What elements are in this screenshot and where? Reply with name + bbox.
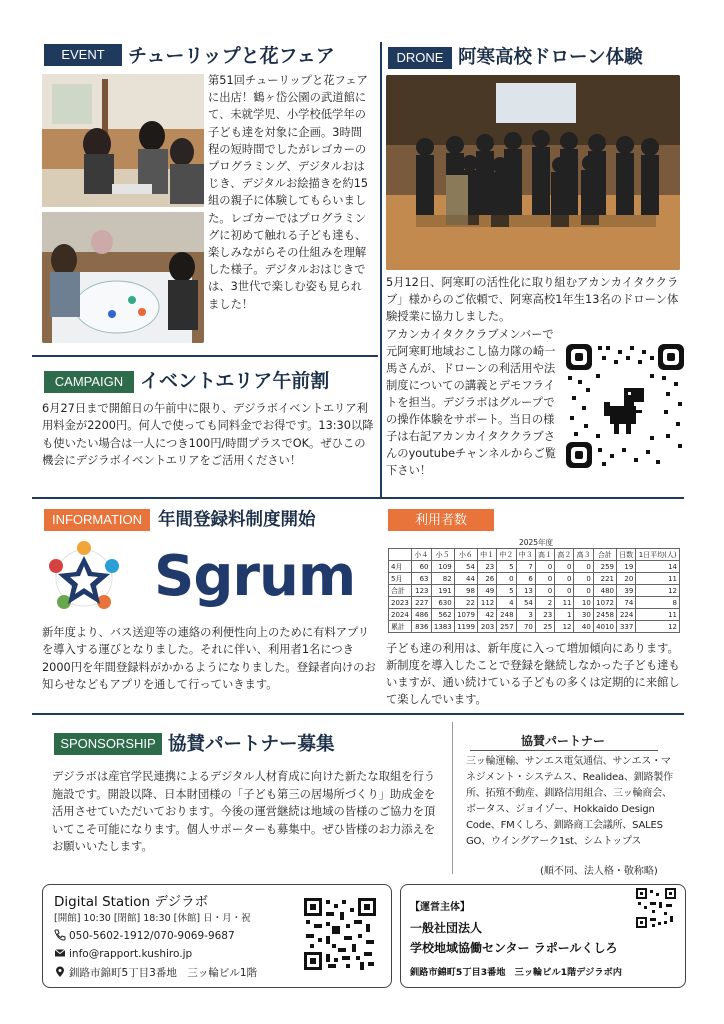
users-table-cell: 3	[516, 609, 535, 621]
users-table-cell: 7	[516, 561, 535, 573]
users-table-cell: 836	[412, 621, 431, 633]
users-table-cell: 0	[535, 585, 554, 597]
partners-title-underline	[470, 750, 658, 751]
location-pin-icon	[54, 966, 66, 978]
footer-email: info@rapport.kushiro.jp	[69, 948, 193, 960]
sgrum-wordmark: Sgrum	[154, 544, 356, 609]
users-table-row	[389, 597, 680, 609]
users-table-cell: 19	[617, 561, 636, 573]
information-title: 年間登録料制度開始	[158, 510, 316, 530]
users-table-cell: 14	[636, 561, 680, 573]
users-table-cell: 4	[497, 597, 516, 609]
users-table-row	[389, 573, 680, 585]
users-table-cell: 10	[574, 597, 593, 609]
users-table-header-cell: 中３	[516, 549, 535, 561]
users-table-cell: 11	[555, 597, 574, 609]
users-table-cell: 1383	[431, 621, 454, 633]
users-table-cell: 109	[431, 561, 454, 573]
users-table-cell: 累計	[389, 621, 412, 633]
middle-divider	[32, 497, 684, 499]
users-table-cell: 2024	[389, 609, 412, 621]
users-table-cell: 562	[431, 609, 454, 621]
users-table-cell: 0	[535, 573, 554, 585]
sgrum-mark-icon	[49, 541, 119, 609]
users-table-cell: 248	[497, 609, 516, 621]
users-table-cell: 39	[617, 585, 636, 597]
partners-title: 協賛パートナー	[520, 734, 605, 748]
footer-phone: 050-5602-1912/070-9069-9687	[69, 930, 235, 942]
users-table-cell: 8	[636, 597, 680, 609]
users-table-cell: 0	[555, 585, 574, 597]
users-table-header-cell: 合計	[593, 549, 616, 561]
users-table-cell: 257	[497, 621, 516, 633]
users-table-header-cell	[389, 549, 412, 561]
users-table-cell: 22	[454, 597, 477, 609]
users-table-header-cell: 高３	[574, 549, 593, 561]
users-table-header-cell: 1日平均(人)	[636, 549, 680, 561]
users-table-cell: 259	[593, 561, 616, 573]
partners-left-divider	[452, 722, 453, 874]
users-table-cell: 1	[555, 609, 574, 621]
footer-name: Digital Station デジラボ	[54, 894, 209, 910]
users-table-cell: 0	[555, 573, 574, 585]
campaign-body: 6月27日まで開館日の午前中に限り、デジラボイベントエリア利用料金が2200円。何人で使っても同料金でお得です。13:30以降も使いたい場合は一人につき100円/時間プラスでOK。ぜひこの機会にデジラボイベントエリアをご活用ください！	[42, 402, 374, 468]
footer-address-row	[54, 965, 257, 980]
users-table-cell: 486	[412, 609, 431, 621]
org-line-1: 一般社団法人	[410, 921, 483, 935]
sgrum-logo	[42, 538, 372, 620]
phone-icon	[54, 929, 66, 941]
users-table-header-row	[389, 549, 680, 561]
users-table	[388, 548, 680, 633]
users-table-header-cell: 日数	[617, 549, 636, 561]
users-table-cell: 98	[454, 585, 477, 597]
users-table-cell: 0	[574, 585, 593, 597]
drone-body-1: 5月12日、阿寒町の活性化に取り組むアカンカイタククラブ」様からのご依頼で、阿寒高校1年生13名のドローン体験授業に協力しました。	[386, 276, 679, 323]
users-table-header-cell: 中１	[477, 549, 496, 561]
footer-email-row[interactable]	[54, 947, 192, 960]
users-table-cell: 12	[636, 621, 680, 633]
users-table-cell: 23	[477, 561, 496, 573]
users-table-cell: 123	[412, 585, 431, 597]
event-body: 第51回チューリップと花フェアに出店！鶴ヶ岱公園の武道館にて、未就学児、小学校低学年の子ども達を対象に企画。3時間程の短時間でしたがレゴカーのプログラミング、デジタルおはじき、デジタルお絵描きを約15組の親子に体験してもらいました。レゴカーではプログラミングに初めて触れる子ども達も、楽しみながらその仕組みを理解した様子。デジタルおはじきでは、3世代で楽しむ姿も見られました！	[208, 74, 369, 311]
users-table-cell: 0	[497, 573, 516, 585]
org-label: 【運営主体】	[410, 902, 470, 913]
sponsorship-body: デジラボは産官学民連携によるデジタル人材育成に向けた新たな取組を行う施設です。開設以降、日本財団様の「子ども第三の居場所づくり」助成金を活用させていただいております。今後の運営継続は地域の皆様のご協力を頂いてこそ可能になります。個人サポーターも募集中。ぜひ皆様のお力添えをお願いいたします。	[52, 770, 436, 853]
users-table-row	[389, 561, 680, 573]
users-table-cell: 12	[555, 621, 574, 633]
users-table-cell: 1079	[454, 609, 477, 621]
users-table-cell: 191	[431, 585, 454, 597]
users-table-header-cell: 小５	[431, 549, 454, 561]
event-photo-2	[42, 212, 204, 343]
users-table-cell: 4010	[593, 621, 616, 633]
footer-qr-code[interactable]	[304, 898, 376, 970]
users-table-cell: 5月	[389, 573, 412, 585]
event-title: チューリップと花フェア	[128, 45, 335, 67]
mail-icon	[54, 947, 66, 959]
users-table-cell: 2	[535, 597, 554, 609]
users-body: 子ども達の利用は、新年度に入って増加傾向にあります。新制度を導入したことで登録を継続しなかった子ども達もいますが、通い続けている子どもの多くは定期的に来館して楽しんでいます。	[386, 642, 680, 706]
users-table-cell: 60	[412, 561, 431, 573]
users-table-cell: 54	[454, 561, 477, 573]
users-table-cell: 25	[535, 621, 554, 633]
users-table-cell: 480	[593, 585, 616, 597]
users-table-cell: 40	[574, 621, 593, 633]
drone-photo	[386, 75, 680, 270]
users-table-header-cell: 高２	[555, 549, 574, 561]
org-line-2: 学校地域協働センター ラポールくしろ	[410, 941, 618, 955]
users-table-cell: 224	[617, 609, 636, 621]
users-table-cell: 11	[636, 573, 680, 585]
users-table-cell: 70	[516, 621, 535, 633]
lower-divider	[32, 713, 684, 715]
event-bottom-divider	[32, 355, 378, 357]
footer-hours: [開館] 10:30 [閉館] 18:30 [休館] 日・月・祝	[54, 913, 251, 924]
footer-phone-row[interactable]	[54, 929, 235, 942]
users-table-cell: 112	[477, 597, 496, 609]
users-table-cell: 49	[477, 585, 496, 597]
users-table-cell: 227	[412, 597, 431, 609]
sponsorship-title: 協賛パートナー募集	[168, 734, 335, 755]
users-table-cell: 13	[516, 585, 535, 597]
users-table-cell: 5	[497, 561, 516, 573]
information-body: 新年度より、バス送迎等の連絡の利便性向上のために有料アプリを導入する運びとなりました。それに伴い、利用者1名につき2000円を年間登録料がかかるようになりました。登録者向けのお知らせなどもアプリを通して行っていきます。	[42, 626, 376, 692]
campaign-tag: CAMPAIGN	[44, 371, 134, 393]
users-table-cell: 203	[477, 621, 496, 633]
event-tag: EVENT	[44, 44, 122, 66]
users-table-cell: 44	[454, 573, 477, 585]
drone-title: 阿寒高校ドローン体験	[458, 47, 643, 68]
users-table-header-cell: 小４	[412, 549, 431, 561]
partners-note: (順不同、法人格・敬称略)	[540, 866, 658, 877]
users-table-cell: 337	[617, 621, 636, 633]
users-table-cell: 30	[574, 609, 593, 621]
drone-body-2: アカンカイタククラブメンバーで元阿寒町地域おこし協力隊の崎一馬さんが、ドローンの利活用や法制度についての講義とデモフライトを担当。デジラボはグループでの操作体験をサポート。当日の様子は右記アカンカイタククラブさんのyoutubeチャンネルからご覧下さい！	[386, 328, 557, 477]
users-table-cell: 5	[497, 585, 516, 597]
users-table-cell: 2458	[593, 609, 616, 621]
users-table-cell: 0	[574, 573, 593, 585]
users-table-cell: 63	[412, 573, 431, 585]
partners-body: 三ッ輪運輸、サンエス電気通信、サンエス・マネジメント・システムス、Realidea、釧路製作所、拓殖不動産、釧路信用組合、三ッ輪商会、ボータス、ジョイゾー、Hokkaido Design Code、FMくしろ、釧路商工会議所、SALES GO、ウイングアーク1st、シムトップス	[466, 756, 673, 847]
users-table-cell: 1072	[593, 597, 616, 609]
event-photo-1	[42, 74, 204, 207]
information-tag: INFORMATION	[44, 509, 150, 531]
drone-tag: DRONE	[388, 47, 452, 69]
users-table-cell: 82	[431, 573, 454, 585]
users-table-cell: 630	[431, 597, 454, 609]
users-table-cell: 12	[636, 585, 680, 597]
campaign-title: イベントエリア午前割	[140, 370, 330, 392]
center-vertical-divider	[380, 42, 382, 497]
users-table-row	[389, 585, 680, 597]
users-table-cell: 0	[574, 561, 593, 573]
users-table-cell: 6	[516, 573, 535, 585]
users-table-cell: 2023	[389, 597, 412, 609]
youtube-qr-code[interactable]	[566, 344, 684, 468]
users-table-cell: 26	[477, 573, 496, 585]
users-table-cell: 11	[636, 609, 680, 621]
users-table-cell: 221	[593, 573, 616, 585]
users-table-cell: 0	[535, 561, 554, 573]
users-table-wrap	[388, 538, 684, 633]
users-table-cell: 23	[535, 609, 554, 621]
users-table-cell: 合計	[389, 585, 412, 597]
users-table-title: 2025年度	[518, 538, 554, 547]
users-table-cell: 20	[617, 573, 636, 585]
users-table-cell: 74	[617, 597, 636, 609]
users-tag: 利用者数	[388, 509, 494, 531]
users-table-row	[389, 621, 680, 633]
users-table-cell: 1199	[454, 621, 477, 633]
users-table-cell: 4月	[389, 561, 412, 573]
users-table-header-cell: 小６	[454, 549, 477, 561]
org-qr-code[interactable]	[636, 888, 676, 928]
users-table-cell: 54	[516, 597, 535, 609]
users-table-cell: 0	[555, 561, 574, 573]
org-address: 釧路市錦町5丁目3番地 三ッ輪ビル1階デジラボ内	[410, 967, 622, 978]
users-table-header-cell: 中２	[497, 549, 516, 561]
users-table-header-cell: 高１	[535, 549, 554, 561]
sponsorship-tag: SPONSORSHIP	[54, 733, 162, 755]
footer-address: 釧路市錦町5丁目3番地 三ッ輪ビル1階	[69, 967, 258, 979]
users-table-row	[389, 609, 680, 621]
users-table-cell: 42	[477, 609, 496, 621]
